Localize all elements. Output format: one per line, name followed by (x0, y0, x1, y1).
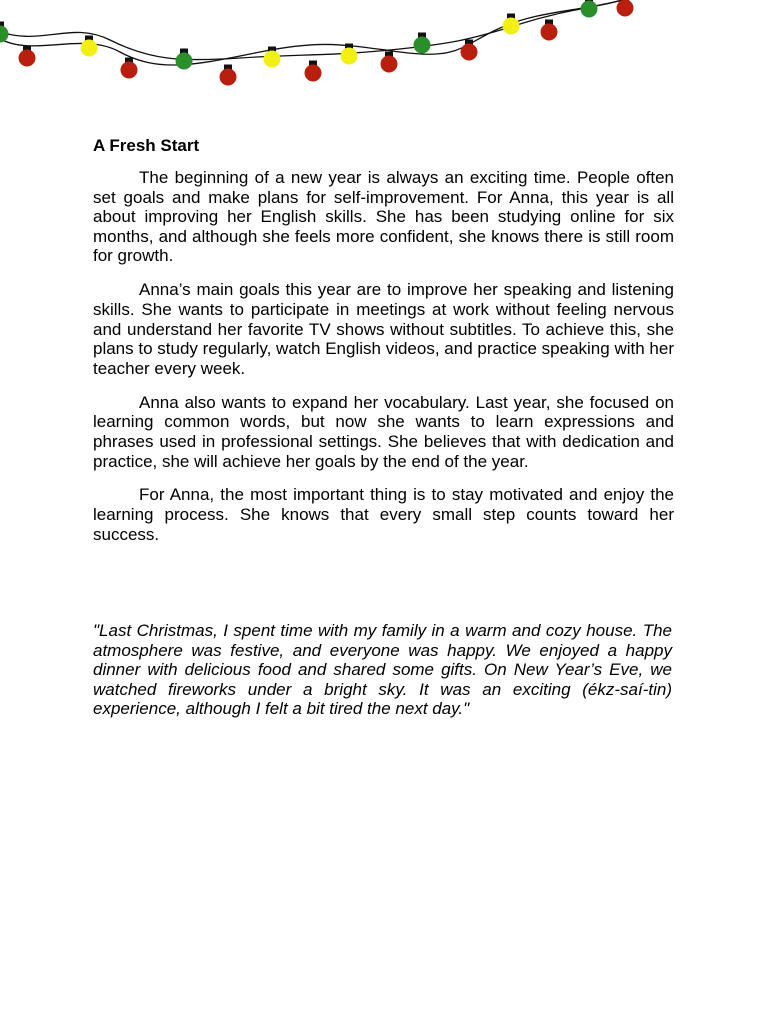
article-paragraph-2: Anna’s main goals this year are to improve her speaking and listening skills. She wants to participate in meetings at work without feeling nervous and understand her favorite TV shows without subtitles. To achieve this, she plans to study regularly, watch English videos, and practice speaking with her teacher every week. (93, 280, 674, 378)
bulb-red (19, 50, 36, 67)
bulb-yellow (503, 18, 520, 35)
bulb-red (121, 62, 138, 79)
article-paragraph-4: For Anna, the most important thing is to stay motivated and enjoy the learning process. She knows that every small step counts toward her success. (93, 485, 674, 544)
bulb-red (541, 24, 558, 41)
bulb-red (305, 65, 322, 82)
bulb-red (461, 44, 478, 61)
christmas-quote: "Last Christmas, I spent time with my family in a warm and cozy house. The atmosphere was festive, and everyone was happy. We enjoyed a happy dinner with delicious food and shared some gifts. On New Year’s Eve, we watched fireworks under a bright sky. It was an exciting (ékz-saí-tin) experience, although I felt a bit tired the next day." (93, 621, 672, 719)
article (93, 136, 674, 559)
bulb-green (581, 1, 598, 18)
bulb-red (617, 0, 634, 17)
bulb-yellow (341, 48, 358, 65)
bulb-red (381, 56, 398, 73)
bulb-green (176, 53, 193, 70)
bulb-green (414, 37, 431, 54)
article-paragraph-1: The beginning of a new year is always an exciting time. People often set goals and make plans for self-improvement. For Anna, this year is all about improving her English skills. She has been studying online for six months, and although she feels more confident, she knows there is still room for growth. (93, 168, 674, 266)
string-lights-icon (0, 0, 768, 100)
article-title: A Fresh Start (93, 136, 200, 155)
article-paragraph-3: Anna also wants to expand her vocabulary. Last year, she focused on learning common words, but now she wants to learn expressions and phrases used in professional settings. She believes that with dedication and practice, she will achieve her goals by the end of the year. (93, 392, 674, 471)
bulb-yellow (81, 40, 98, 57)
bulb-yellow (264, 51, 281, 68)
bulb-green (0, 26, 9, 43)
bulb-red (220, 69, 237, 86)
